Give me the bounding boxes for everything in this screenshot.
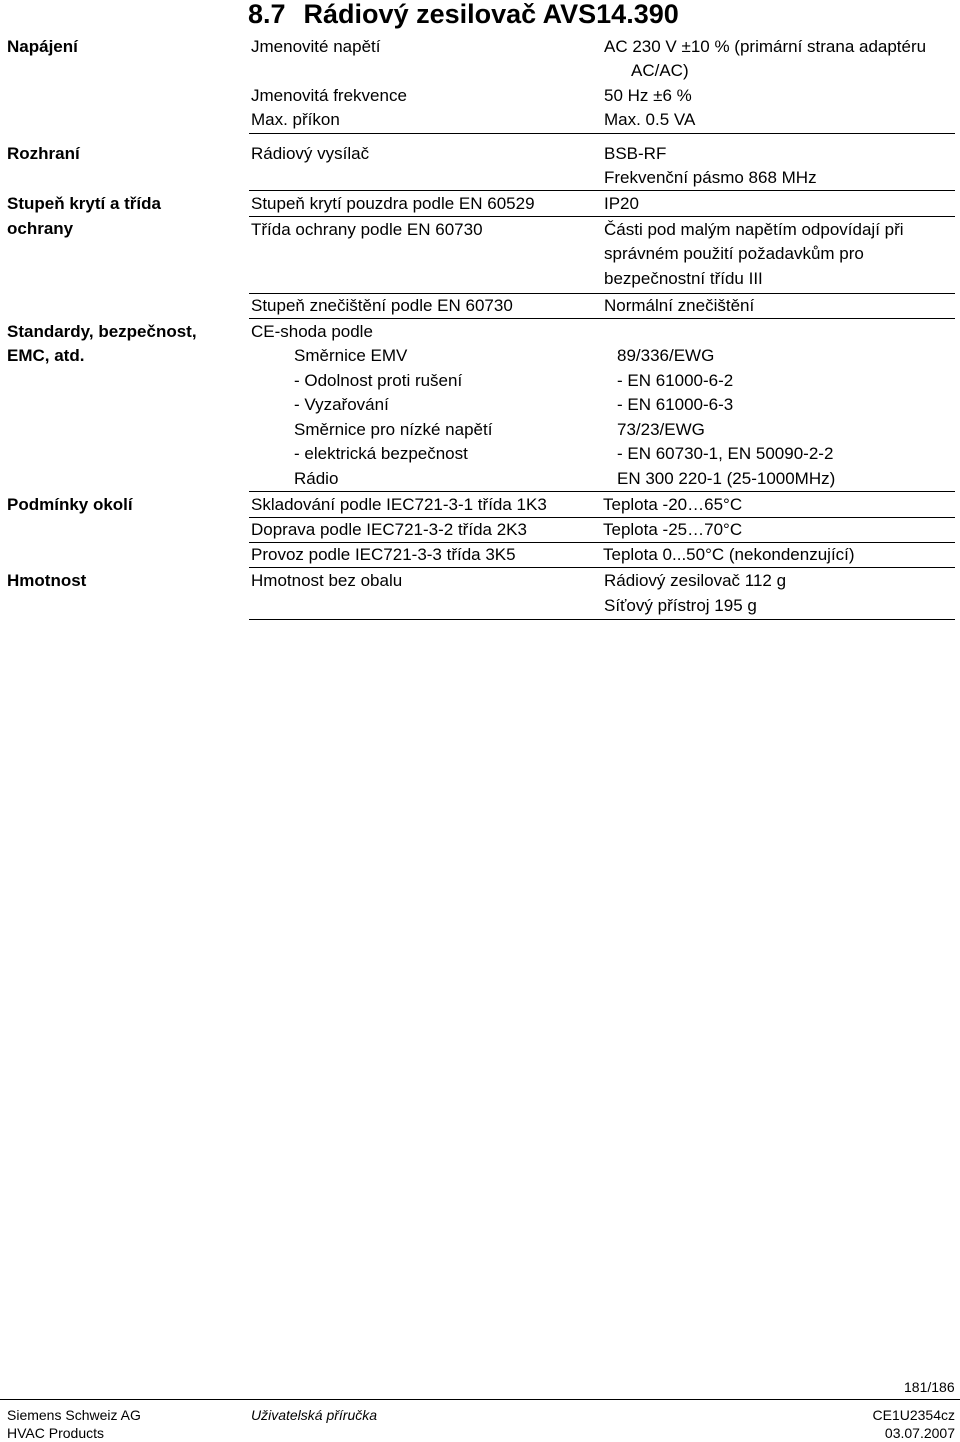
spec-value: 50 Hz ±6 % (604, 86, 692, 105)
spec-label: Rádio (294, 469, 339, 488)
spec-label: Jmenovité napětí (251, 37, 381, 56)
spec-value: Části pod malým napětím odpovídají při (604, 220, 904, 239)
section-label-podminky: Podmínky okolí (7, 495, 133, 514)
spec-value: Max. 0.5 VA (604, 110, 696, 129)
row-divider (249, 293, 955, 294)
spec-value: 73/23/EWG (617, 420, 705, 439)
spec-value: EN 300 220-1 (25-1000MHz) (617, 469, 836, 488)
footer-date: 03.07.2007 (884, 1425, 955, 1441)
section-label-rozhrani: Rozhraní (7, 144, 80, 163)
spec-value: AC 230 V ±10 % (primární strana adaptéru (604, 37, 927, 56)
footer-manual: Uživatelská příručka (251, 1407, 378, 1423)
spec-value: BSB-RF (604, 144, 667, 163)
section-number: 8.7 (248, 0, 286, 29)
spec-label: Třída ochrany podle EN 60730 (251, 220, 483, 239)
row-divider (249, 216, 955, 217)
spec-label: - Odolnost proti rušení (294, 371, 463, 390)
spec-value: správném použití požadavkům pro (604, 244, 864, 263)
spec-label: Stupeň znečištění podle EN 60730 (251, 296, 513, 315)
page-number: 181/186 (904, 1379, 955, 1395)
spec-label: Provoz podle IEC721-3-3 třída 3K5 (251, 545, 516, 564)
spec-label: CE-shoda podle (251, 322, 373, 341)
section-label-napajeni: Napájení (7, 37, 78, 56)
spec-value: IP20 (604, 194, 639, 213)
spec-label: Stupeň krytí pouzdra podle EN 60529 (251, 194, 535, 213)
spec-label: - Vyzařování (294, 395, 389, 414)
page-title (248, 0, 679, 30)
spec-label: Doprava podle IEC721-3-2 třída 2K3 (251, 520, 527, 539)
spec-label: Rádiový vysílač (251, 144, 370, 163)
spec-label: Jmenovitá frekvence (251, 86, 407, 105)
spec-label: Směrnice EMV (294, 346, 408, 365)
spec-label: Max. příkon (251, 110, 340, 129)
spec-value: 89/336/EWG (617, 346, 715, 365)
spec-value: - EN 61000-6-3 (617, 395, 734, 414)
section-divider (249, 133, 955, 134)
footer-division: HVAC Products (7, 1425, 104, 1441)
footer-doc-id: CE1U2354cz (872, 1407, 955, 1423)
section-label-standardy-line1: Standardy, bezpečnost, (7, 322, 197, 341)
spec-value: Rádiový zesilovač 112 g (604, 571, 787, 590)
spec-value: AC/AC) (631, 61, 689, 80)
section-divider (249, 619, 955, 620)
spec-value: Síťový přístroj 195 g (604, 596, 757, 615)
section-label-standardy-line2: EMC, atd. (7, 346, 85, 365)
section-divider (249, 190, 955, 191)
section-title: Rádiový zesilovač AVS14.390 (303, 0, 679, 29)
spec-value: Teplota -20…65°C (603, 495, 743, 514)
spec-value: bezpečnostní třídu III (604, 269, 763, 288)
spec-label: Směrnice pro nízké napětí (294, 420, 493, 439)
section-label-kryti-line1: Stupeň krytí a třída (7, 194, 161, 213)
section-label-kryti-line2: ochrany (7, 219, 74, 238)
row-divider (249, 517, 955, 518)
spec-value: - EN 60730-1, EN 50090-2-2 (617, 444, 834, 463)
section-divider (249, 491, 955, 492)
footer-company: Siemens Schweiz AG (7, 1407, 141, 1423)
spec-label: - elektrická bezpečnost (294, 444, 468, 463)
footer-divider (0, 1399, 960, 1400)
section-divider (249, 318, 955, 319)
row-divider (249, 542, 955, 543)
section-divider (249, 567, 955, 568)
spec-label: Hmotnost bez obalu (251, 571, 403, 590)
spec-value: - EN 61000-6-2 (617, 371, 734, 390)
spec-value: Normální znečištění (604, 296, 755, 315)
section-label-hmotnost: Hmotnost (7, 571, 87, 590)
spec-value: Frekvenční pásmo 868 MHz (604, 168, 817, 187)
spec-label: Skladování podle IEC721-3-1 třída 1K3 (251, 495, 547, 514)
spec-value: Teplota 0...50°C (nekondenzující) (603, 545, 855, 564)
spec-value: Teplota -25…70°C (603, 520, 743, 539)
